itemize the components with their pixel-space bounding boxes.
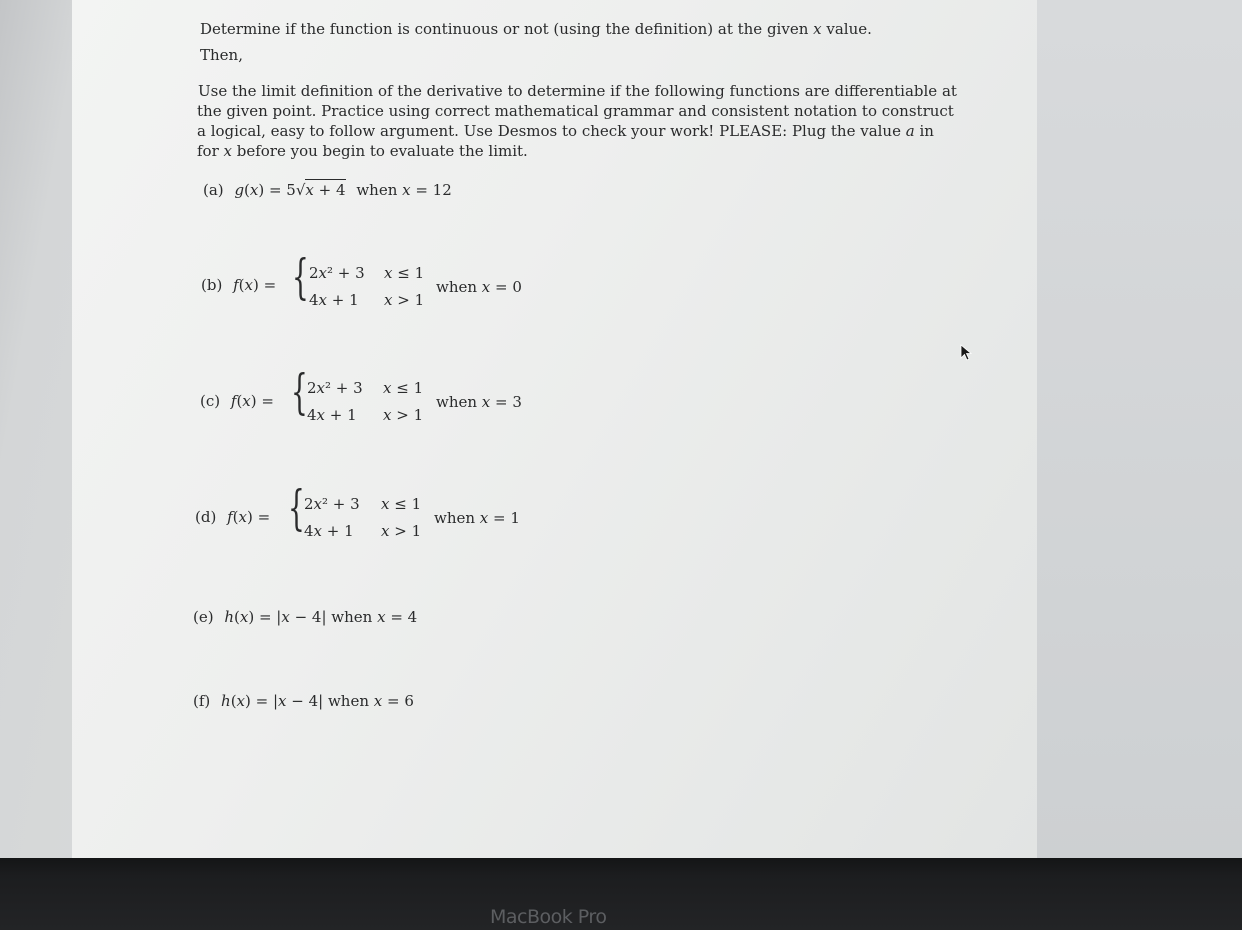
problem-a-radicand: 𝑥 + 4 [305, 181, 346, 199]
problem-b-brace: { [292, 249, 309, 305]
problem-d-case1-cond: 𝑥 ≤ 1 [381, 495, 422, 513]
right-side-panel [1037, 0, 1242, 868]
problem-a-label: (a) [203, 181, 224, 199]
problem-c-case1-cond: 𝑥 ≤ 1 [383, 379, 424, 397]
problem-b-case2-cond: 𝑥 > 1 [384, 291, 425, 309]
problem-d-case2-expr: 4𝑥 + 1 [304, 522, 354, 540]
instruction-para-line-3: a logical, easy to follow argument. Use Desmos to check your work! PLEASE: Plug the value 𝑎 in [197, 122, 934, 140]
instruction-para-line-1: Use the limit definition of the derivative to determine if the following functions are differentiable at [198, 82, 957, 100]
problem-c-case2-cond: 𝑥 > 1 [383, 406, 424, 424]
mouse-cursor-icon [960, 344, 974, 362]
problem-d-label: (d) [195, 508, 217, 526]
problem-c [200, 392, 274, 410]
problem-f-label: (f) [193, 692, 211, 710]
problem-b-label: (b) [201, 276, 223, 294]
problem-b-lhs: 𝑓(𝑥) = [233, 276, 277, 294]
instruction-para-line-4: for 𝑥 before you begin to evaluate the limit. [197, 142, 528, 160]
problem-a [203, 181, 452, 199]
macbook-brand-label: MacBook Pro [490, 906, 607, 928]
problem-b-case2-expr: 4𝑥 + 1 [309, 291, 359, 309]
problem-d-lhs: 𝑓(𝑥) = [227, 508, 271, 526]
problem-b-case1-cond: 𝑥 ≤ 1 [384, 264, 425, 282]
problem-c-case2-expr: 4𝑥 + 1 [307, 406, 357, 424]
problem-c-brace: { [291, 364, 308, 420]
problem-e [193, 608, 417, 626]
problem-a-when: when 𝑥 = 12 [356, 181, 452, 199]
problem-b [201, 276, 276, 294]
problem-e-label: (e) [193, 608, 214, 626]
problem-d-brace: { [288, 480, 305, 536]
instruction-para-line-2: the given point. Practice using correct mathematical grammar and consistent notation to construct [197, 102, 954, 120]
laptop-bezel [0, 858, 1242, 930]
problem-b-when: when 𝑥 = 0 [436, 278, 522, 296]
problem-e-expr: ℎ(𝑥) = |𝑥 − 4| when 𝑥 = 4 [224, 608, 418, 626]
problem-d-case1-expr: 2𝑥² + 3 [304, 495, 360, 513]
problem-c-case1-expr: 2𝑥² + 3 [307, 379, 363, 397]
sqrt-symbol: √ [295, 181, 306, 199]
instruction-line-1: Determine if the function is continuous or not (using the definition) at the given 𝑥 value. [200, 20, 872, 38]
problem-d-case2-cond: 𝑥 > 1 [381, 522, 422, 540]
problem-f [193, 692, 414, 710]
problem-b-case1-expr: 2𝑥² + 3 [309, 264, 365, 282]
problem-c-label: (c) [200, 392, 221, 410]
problem-d-when: when 𝑥 = 1 [434, 509, 520, 527]
problem-c-when: when 𝑥 = 3 [436, 393, 522, 411]
problem-f-expr: ℎ(𝑥) = |𝑥 − 4| when 𝑥 = 6 [221, 692, 414, 710]
instruction-then: Then, [200, 46, 243, 64]
problem-a-lhs: 𝑔(𝑥) = 5 [234, 181, 296, 199]
problem-c-lhs: 𝑓(𝑥) = [230, 392, 274, 410]
problem-d [195, 508, 270, 526]
